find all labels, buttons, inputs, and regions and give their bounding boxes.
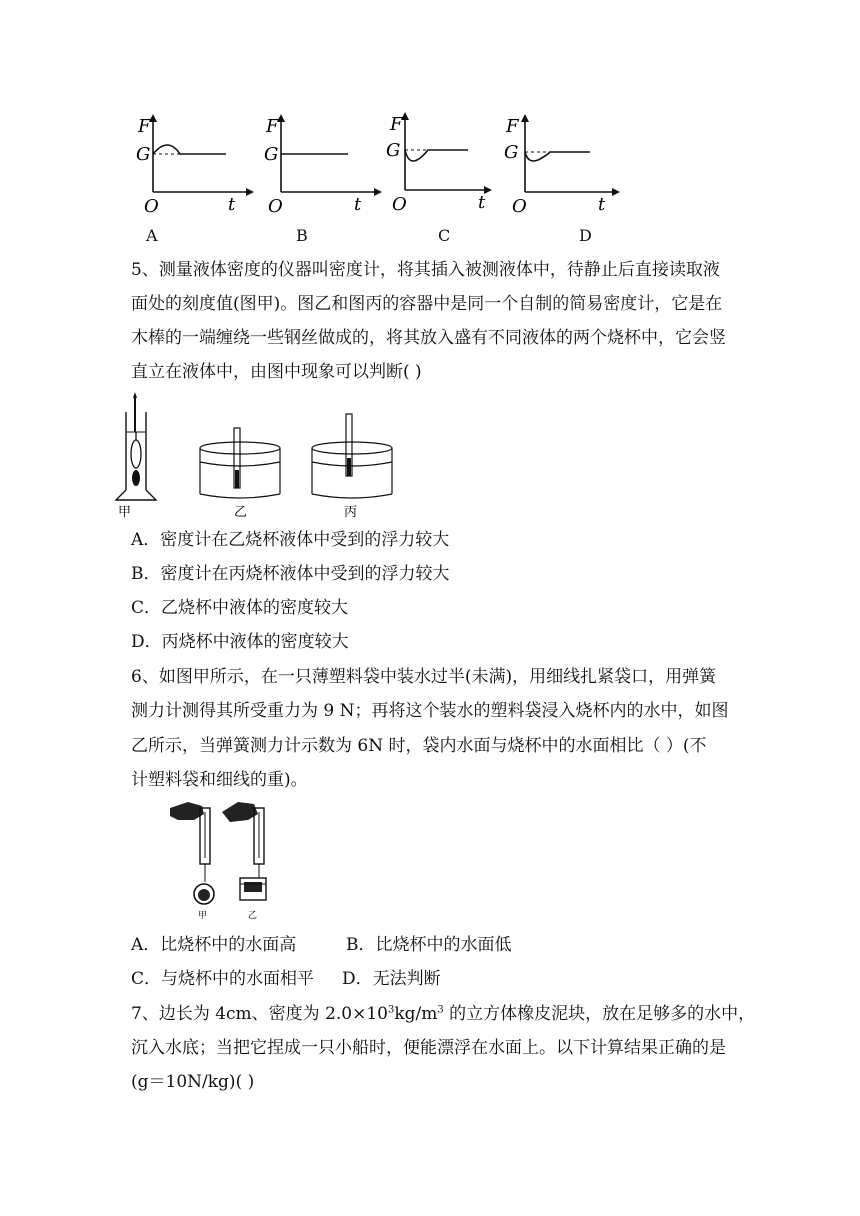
q6-choice-a: A．比烧杯中的水面高 (131, 935, 297, 955)
graph-c (380, 112, 510, 222)
graph-d (500, 112, 630, 222)
q5-line-1: 5、测量液体密度的仪器叫密度计，将其插入被测液体中，待静止后直接读取液 (131, 260, 720, 280)
fig5-label-bing: 丙 (344, 505, 358, 518)
axis-g-label: G (386, 140, 401, 161)
q6-line-3: 乙所示，当弹簧测力计示数为 6N 时，袋内水面与烧杯中的水面相比（ ）(不 (131, 736, 707, 756)
axis-o-label: O (392, 194, 407, 215)
q5-line-4: 直立在液体中，由图中现象可以判断( ) (131, 362, 422, 382)
fig6-label-jia: 甲 (198, 911, 208, 920)
q5-figure (112, 392, 422, 518)
fig6-label-yi: 乙 (248, 911, 258, 920)
q5-choice-c: C．乙烧杯中液体的密度较大 (131, 598, 349, 618)
spring-scale-yi (222, 802, 266, 900)
axis-g-label: G (264, 144, 279, 165)
graph-a (128, 112, 258, 222)
q5-line-2: 面处的刻度值(图甲)。图乙和图丙的容器中是同一个自制的简易密度计，它是在 (131, 294, 723, 314)
axis-g-label: G (136, 144, 151, 165)
q6-line-4: 计塑料袋和细线的重)。 (131, 770, 308, 790)
q5-choice-b: B．密度计在丙烧杯液体中受到的浮力较大 (131, 564, 450, 584)
axis-f-label: F (390, 114, 403, 135)
axis-o-label: O (144, 196, 159, 217)
beaker-yi (200, 428, 280, 498)
q6-choice-c: C．与烧杯中的水面相平 (131, 969, 315, 989)
axis-f-label: F (506, 116, 519, 137)
q6-choice-b: B．比烧杯中的水面低 (346, 935, 512, 955)
graph-b (256, 112, 386, 222)
axis-o-label: O (268, 196, 283, 217)
q6-line-2: 测力计测得其所受重力为 9 N；再将这个装水的塑料袋浸入烧杯内的水中，如图 (131, 701, 729, 721)
spring-scale-jia (170, 802, 214, 904)
q7-line-1: 7、边长为 4cm、密度为 $2.0\times 10^3kg/m^3$ 的立方体橡皮泥块，放在足够多的水中， (131, 1004, 756, 1024)
axis-f-label: F (138, 116, 151, 137)
q5-choice-d: D．丙烧杯中液体的密度较大 (131, 632, 349, 652)
axis-t-label: t (598, 194, 606, 215)
q7-line-2: 沉入水底；当把它捏成一只小船时，便能漂浮在水面上。以下计算结果正确的是 (131, 1038, 726, 1058)
graph-label-a: A (146, 226, 158, 245)
fig5-label-yi: 乙 (234, 505, 248, 518)
axis-t-label: t (354, 194, 362, 215)
beaker-bing (312, 414, 392, 498)
axis-f-label: F (266, 116, 279, 137)
graph-label-c: C (438, 226, 451, 245)
axis-t-label: t (228, 194, 236, 215)
q6-choice-d: D．无法判断 (342, 969, 441, 989)
axis-t-label: t (478, 192, 486, 213)
q6-line-1: 6、如图甲所示，在一只薄塑料袋中装水过半(未满)，用细线扎紧袋口，用弹簧 (131, 667, 717, 687)
hydrometer-cylinder (116, 392, 156, 500)
q7-line-3: (g＝10N/kg)( ) (131, 1072, 255, 1092)
axis-g-label: G (504, 142, 519, 163)
graph-label-d: D (579, 226, 592, 245)
axis-o-label: O (512, 196, 527, 217)
fig5-label-jia: 甲 (118, 505, 132, 518)
graph-label-b: B (296, 226, 308, 245)
q5-line-3: 木棒的一端缠绕一些钢丝做成的，将其放入盛有不同液体的两个烧杯中，它会竖 (131, 328, 726, 348)
q6-figure (164, 798, 284, 920)
q5-choice-a: A．密度计在乙烧杯液体中受到的浮力较大 (131, 530, 450, 550)
